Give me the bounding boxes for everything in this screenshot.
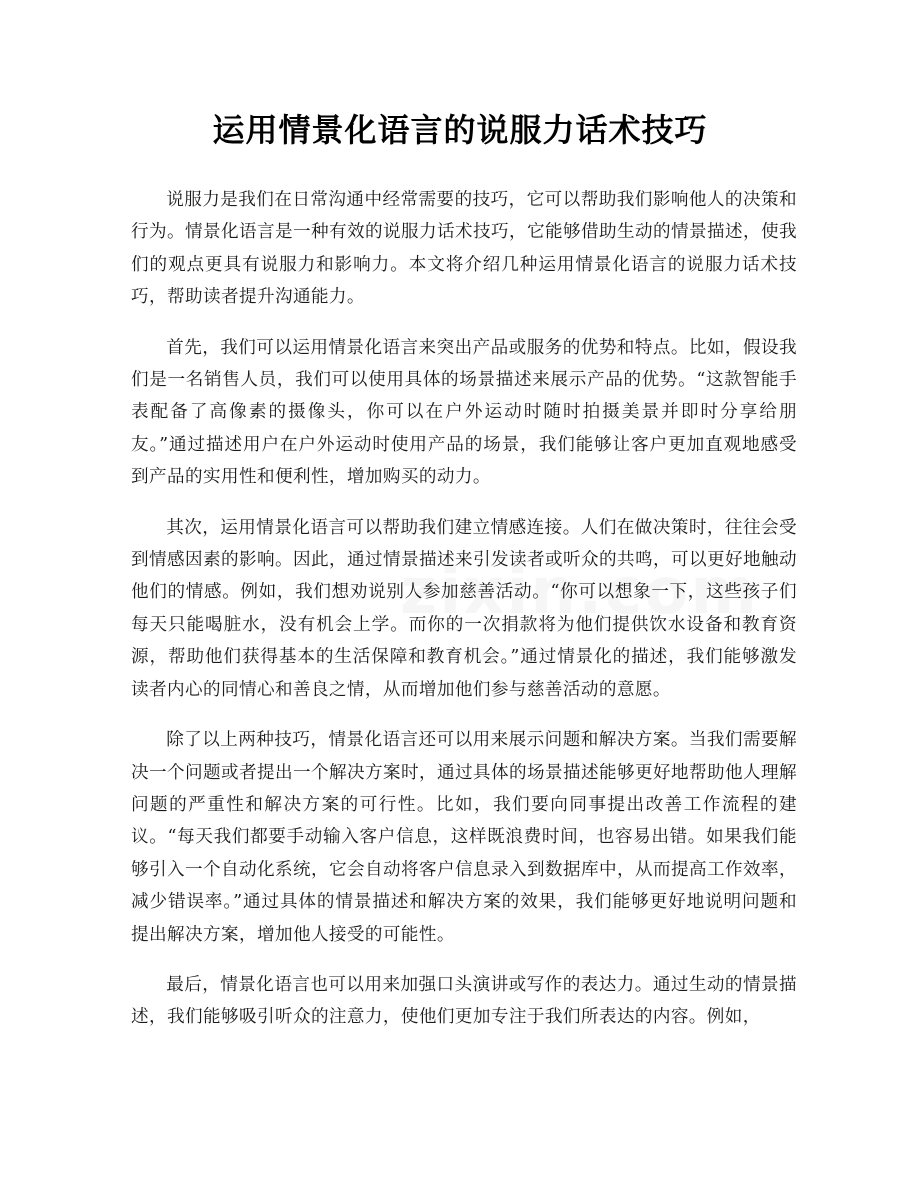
paragraph-second-technique: 其次，运用情景化语言可以帮助我们建立情感连接。人们在做决策时，往往会受到情感因素的影响。因此，通过情景描述来引发读者或听众的共鸣，可以更好地触动他们的情感。例如，我们想劝说别人参加慈善活动。“你可以想象一下，这些孩子们每天只能喝脏水，没有机会上学。而你的一次捐款将为他们提供饮水设备和教育资源，帮助他们获得基本的生活保障和教育机会。”通过情景化的描述，我们能够激发读者内心的同情心和善良之情，从而增加他们参与慈善活动的意愿。 [131,517,797,700]
paragraph-final-technique: 最后，情景化语言也可以用来加强口头演讲或写作的表达力。通过生动的情景描述，我们能够吸引听众的注意力，使他们更加专注于我们所表达的内容。例如， [131,974,797,1028]
paragraph-first-technique: 首先，我们可以运用情景化语言来突出产品或服务的优势和特点。比如，假设我们是一名销售人员，我们可以使用具体的场景描述来展示产品的优势。“这款智能手表配备了高像素的摄像头，你可以在户外运动时随时拍摄美景并即时分享给朋友。”通过描述用户在户外运动时使用产品的场景，我们能够让客户更加直观地感受到产品的实用性和便利性，增加购买的动力。 [131,337,797,488]
document-body [131,184,797,1052]
paragraph-intro: 说服力是我们在日常沟通中经常需要的技巧，它可以帮助我们影响他人的决策和行为。情景化语言是一种有效的说服力话术技巧，它能够借助生动的情景描述，使我们的观点更具有说服力和影响力。本文将介绍几种运用情景化语言的说服力话术技巧，帮助读者提升沟通能力。 [131,190,797,308]
document-title: 运用情景化语言的说服力话术技巧 [212,111,708,149]
paragraph-third-technique: 除了以上两种技巧，情景化语言还可以用来展示问题和解决方案。当我们需要解决一个问题或者提出一个解决方案时，通过具体的场景描述能够更好地帮助他人理解问题的严重性和解决方案的可行性。比如，我们要向同事提出改善工作流程的建议。“每天我们都要手动输入客户信息，这样既浪费时间，也容易出错。如果我们能够引入一个自动化系统，它会自动将客户信息录入到数据库中，从而提高工作效率，减少错误率。”通过具体的情景描述和解决方案的效果，我们能够更好地说明问题和提出解决方案，增加他人接受的可能性。 [131,730,797,945]
